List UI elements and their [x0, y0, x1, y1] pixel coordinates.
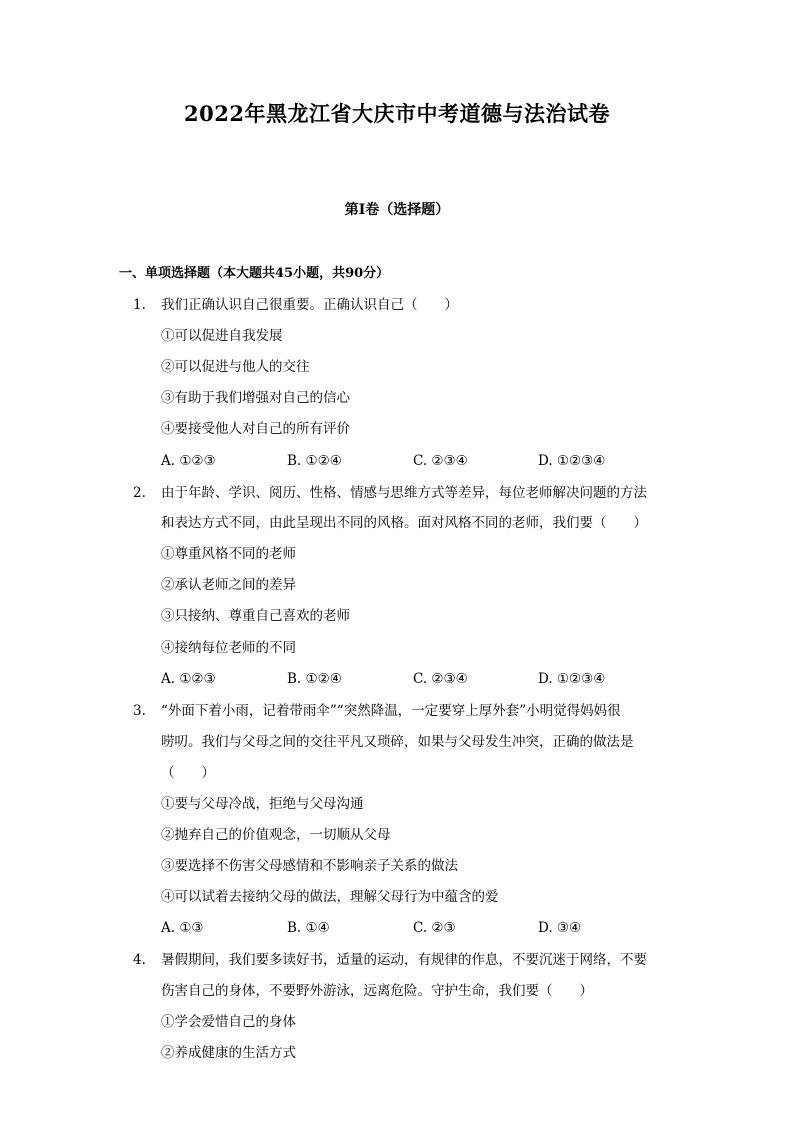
- choice-b: B. ①②④: [287, 453, 342, 469]
- statement-item: ④可以试着去接纳父母的做法，理解父母行为中蕴含的爱: [161, 889, 499, 905]
- answer-choices: [161, 918, 661, 938]
- question-number: 3.: [133, 703, 146, 719]
- answer-choices: [161, 669, 661, 689]
- statement-item: ②抛弃自己的价值观念，一切顺从父母: [161, 827, 391, 843]
- exam-title: 2022年黑龙江省大庆市中考道德与法治试卷: [184, 101, 610, 126]
- choice-c: C. ②③④: [413, 453, 468, 469]
- question-stem-line: 和表达方式不同，由此呈现出不同的风格。面对风格不同的老师，我们要（ ）: [161, 515, 647, 531]
- choice-a: A. ①③: [161, 920, 204, 936]
- statement-item: ①尊重风格不同的老师: [161, 546, 296, 562]
- answer-choices: [161, 451, 661, 471]
- question-stem-line: 暑假期间，我们要多读好书，适量的运动，有规律的作息，不要沉迷于网络，不要: [161, 952, 647, 968]
- volume-heading: 第I卷（选择题）: [344, 202, 450, 218]
- choice-a: A. ①②③: [161, 453, 216, 469]
- choice-c: C. ②③④: [413, 671, 468, 687]
- question-stem-line: （ ）: [161, 765, 215, 781]
- question-number: 1.: [133, 297, 146, 313]
- statement-item: ①学会爱惜自己的身体: [161, 1014, 296, 1030]
- statement-item: ①可以促进自我发展: [161, 328, 283, 344]
- question-number: 2.: [133, 485, 146, 501]
- choice-d: D. ③④: [538, 920, 582, 936]
- choice-b: B. ①②④: [287, 671, 342, 687]
- question-number: 4.: [133, 952, 146, 968]
- choice-d: D. ①②③④: [538, 671, 606, 687]
- choice-a: A. ①②③: [161, 671, 216, 687]
- choice-b: B. ①④: [287, 920, 330, 936]
- choice-d: D. ①②③④: [538, 453, 606, 469]
- statement-item: ②养成健康的生活方式: [161, 1045, 296, 1061]
- question-stem-line: 我们正确认识自己很重要。正确认识自己（ ）: [161, 297, 458, 313]
- question-stem-line: 伤害自己的身体，不要野外游泳，远离危险。守护生命，我们要（ ）: [161, 983, 593, 999]
- statement-item: ④接纳每位老师的不同: [161, 640, 296, 656]
- question-stem-line: 唠叨。我们与父母之间的交往平凡又琐碎，如果与父母发生冲突，正确的做法是: [161, 734, 634, 750]
- statement-item: ④要接受他人对自己的所有评价: [161, 421, 350, 437]
- question-stem-line: “外面下着小雨，记着带雨伞”“突然降温，一定要穿上厚外套”小明觉得妈妈很: [161, 703, 621, 719]
- statement-item: ①要与父母冷战，拒绝与父母沟通: [161, 796, 364, 812]
- question-stem-line: 由于年龄、学识、阅历、性格、情感与思维方式等差异，每位老师解决问题的方法: [161, 485, 647, 501]
- statement-item: ③要选择不伤害父母感情和不影响亲子关系的做法: [161, 858, 458, 874]
- statement-item: ②承认老师之间的差异: [161, 577, 296, 593]
- statement-item: ③只接纳、尊重自己喜欢的老师: [161, 608, 350, 624]
- choice-c: C. ②③: [413, 920, 456, 936]
- statement-item: ③有助于我们增强对自己的信心: [161, 390, 350, 406]
- statement-item: ②可以促进与他人的交往: [161, 359, 310, 375]
- section-heading: 一、单项选择题（本大题共45小题，共90分）: [119, 266, 390, 281]
